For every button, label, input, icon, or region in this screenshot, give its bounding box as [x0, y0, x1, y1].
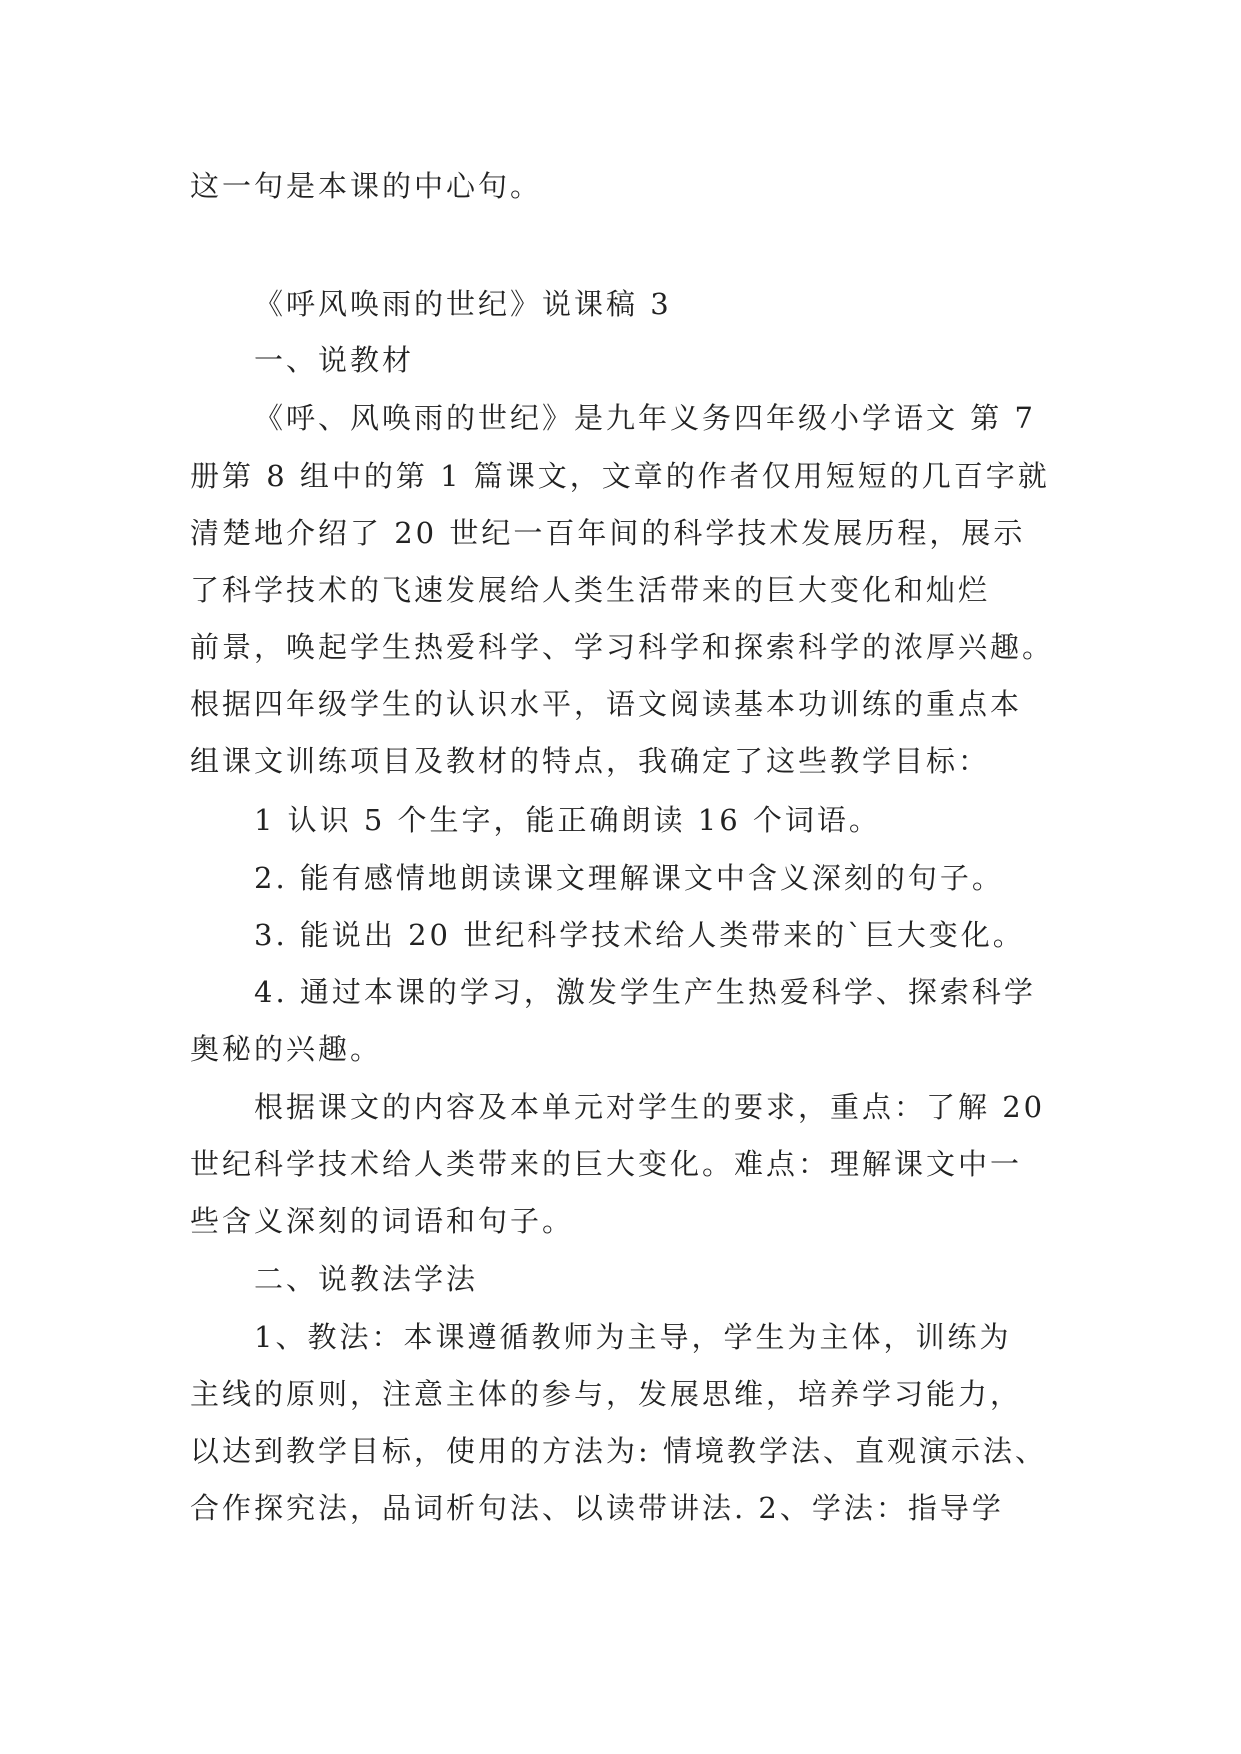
text-line: 合作探究法，品词析句法、以读带讲法. 2、学法：指导学 — [190, 1491, 1004, 1525]
text-line: 以达到教学目标，使用的方法为: 情境教学法、直观演示法、 — [190, 1434, 1047, 1468]
list-item: 3. 能说出 20 世纪科学技术给人类带来的`巨大变化。 — [254, 918, 1025, 952]
text-line: 奥秘的兴趣。 — [190, 1032, 383, 1066]
section-title: 《呼风唤雨的世纪》说课稿 3 — [254, 287, 672, 321]
text-line: 册第 8 组中的第 1 篇课文，文章的作者仅用短短的几百字就 — [190, 459, 1050, 493]
text-line: 《呼、风唤雨的世纪》是九年义务四年级小学语文 第 7 — [254, 401, 1036, 435]
heading: 二、说教法学法 — [254, 1262, 479, 1296]
text-line: 清楚地介绍了 20 世纪一百年间的科学技术发展历程，展示 — [190, 516, 1026, 550]
text-line: 了科学技术的飞速发展给人类生活带来的巨大变化和灿烂 — [190, 573, 991, 607]
list-item: 1 认识 5 个生字，能正确朗读 16 个词语。 — [254, 803, 881, 837]
list-item: 2. 能有感情地朗读课文理解课文中含义深刻的句子。 — [254, 861, 1004, 895]
heading: 一、说教材 — [254, 343, 415, 377]
text-line: 1、教法：本课遵循教师为主导，学生为主体，训练为 — [254, 1320, 1012, 1354]
text-line: 些含义深刻的词语和句子。 — [190, 1204, 575, 1238]
text-line: 前景，唤起学生热爱科学、学习科学和探索科学的浓厚兴趣。 — [190, 630, 1055, 664]
text-line: 世纪科学技术给人类带来的巨大变化。难点：理解课文中一 — [190, 1147, 1023, 1181]
text-line: 主线的原则，注意主体的参与，发展思维，培养学习能力， — [190, 1377, 1023, 1411]
text-line: 组课文训练项目及教材的特点，我确定了这些教学目标： — [190, 744, 991, 778]
text-line: 根据四年级学生的认识水平，语文阅读基本功训练的重点本 — [190, 687, 1023, 721]
list-item: 4. 通过本课的学习，激发学生产生热爱科学、探索科学 — [254, 975, 1036, 1009]
text-line: 根据课文的内容及本单元对学生的要求，重点：了解 20 — [254, 1090, 1046, 1124]
text-line: 这一句是本课的中心句。 — [190, 169, 543, 203]
